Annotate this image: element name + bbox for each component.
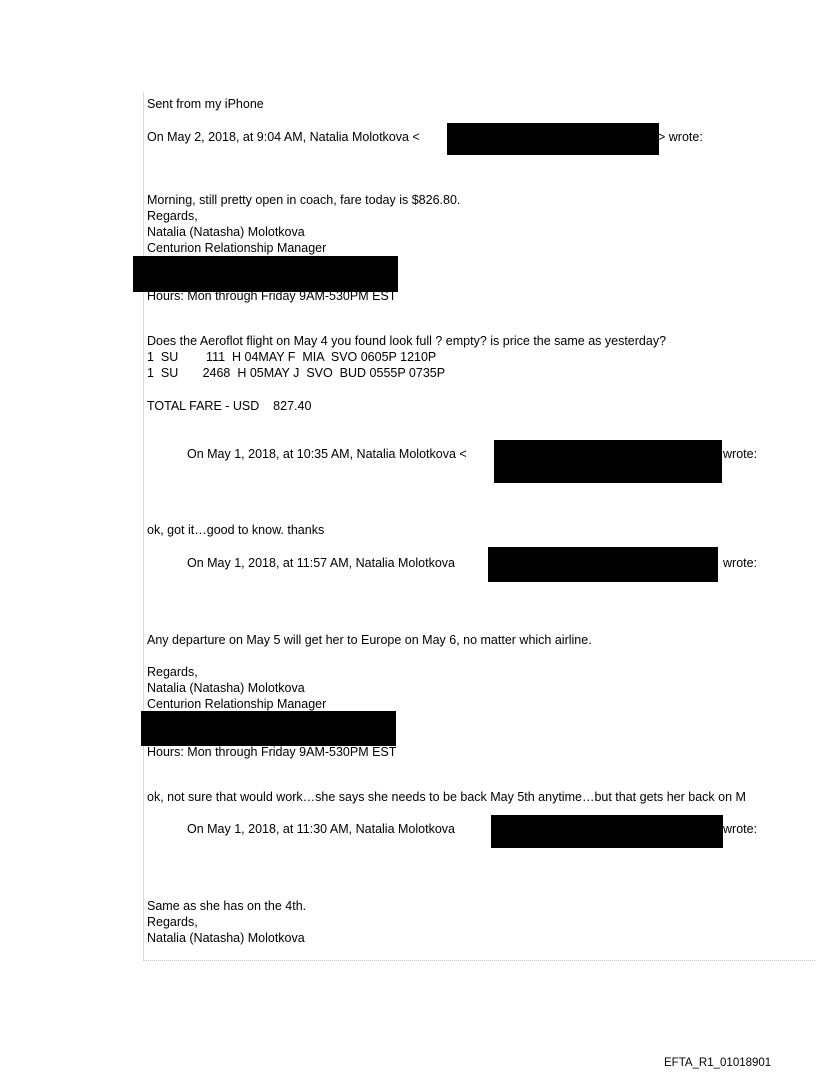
signature-title: Centurion Relationship Manager	[147, 697, 327, 711]
reply-header-may1-1157: On May 1, 2018, at 11:57 AM, Natalia Molotkova	[187, 556, 455, 570]
message-line: Same as she has on the 4th.	[147, 899, 307, 913]
redaction-box	[133, 256, 398, 292]
redaction-box	[141, 711, 396, 746]
reply-header-wrote: wrote:	[723, 822, 758, 836]
message-line: ok, not sure that would work…she says she needs to be back May 5th anytime…but that gets her back on M	[147, 790, 746, 804]
office-hours: Hours: Mon through Friday 9AM-530PM EST	[147, 289, 397, 303]
office-hours: Hours: Mon through Friday 9AM-530PM EST	[147, 745, 397, 759]
redaction-box	[488, 547, 718, 582]
sent-from-line: Sent from my iPhone	[147, 97, 264, 111]
total-fare: TOTAL FARE - USD 827.40	[147, 399, 312, 413]
document-id: EFTA_R1_01018901	[664, 1057, 772, 1069]
message-line: Morning, still pretty open in coach, fare today is $826.80.	[147, 193, 461, 207]
reply-header-wrote: wrote:	[723, 556, 758, 570]
reply-header-wrote: wrote:	[723, 447, 758, 461]
redaction-box	[491, 815, 723, 848]
signature-name: Natalia (Natasha) Molotkova	[147, 931, 305, 945]
signature-title: Centurion Relationship Manager	[147, 241, 327, 255]
message-line: ok, got it…good to know. thanks	[147, 523, 325, 537]
signature-name: Natalia (Natasha) Molotkova	[147, 681, 305, 695]
message-line: Any departure on May 5 will get her to Europe on May 6, no matter which airline.	[147, 633, 592, 647]
reply-header-may2-prefix: On May 2, 2018, at 9:04 AM, Natalia Molotkova <	[147, 130, 420, 144]
reply-header-may1-1035: On May 1, 2018, at 10:35 AM, Natalia Molotkova <	[187, 447, 467, 461]
itinerary-line: 1 SU 111 H 04MAY F MIA SVO 0605P 1210P	[147, 350, 437, 364]
reply-header-may2-suffix: > wrote:	[658, 130, 703, 144]
message-line: Regards,	[147, 915, 198, 929]
reply-header-may1-1130: On May 1, 2018, at 11:30 AM, Natalia Molotkova	[187, 822, 455, 836]
signature-name: Natalia (Natasha) Molotkova	[147, 225, 305, 239]
itinerary-line: 1 SU 2468 H 05MAY J SVO BUD 0555P 0735P	[147, 366, 446, 380]
message-line: Does the Aeroflot flight on May 4 you found look full ? empty? is price the same as yesterday?	[147, 334, 667, 348]
message-line: Regards,	[147, 209, 198, 223]
redaction-box	[494, 440, 722, 483]
redaction-box	[447, 123, 659, 155]
message-line: Regards,	[147, 665, 198, 679]
